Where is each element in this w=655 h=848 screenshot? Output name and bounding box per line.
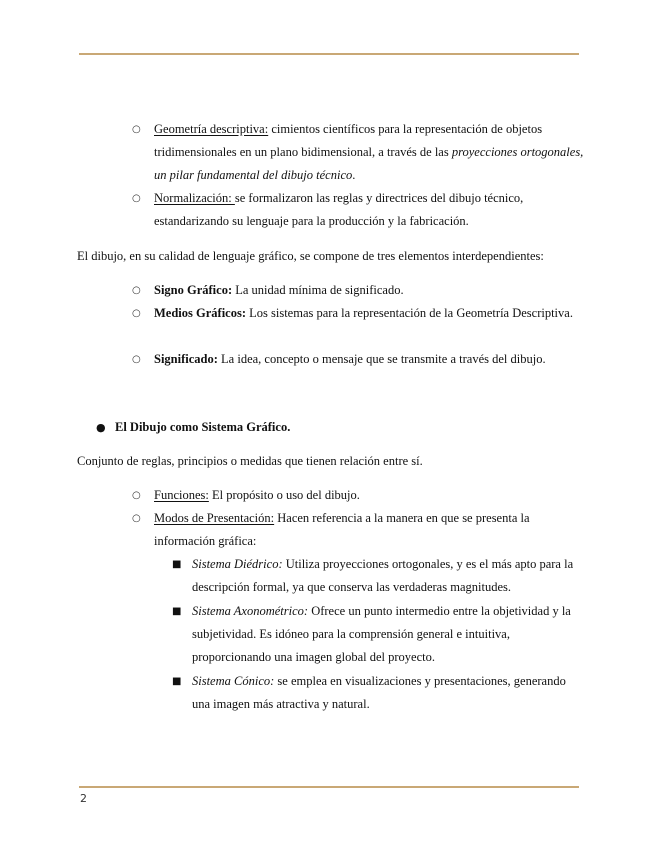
text-geometria-end: .: [352, 168, 356, 183]
filled-square-bullet-icon: ■: [172, 606, 182, 617]
list-item-normalizacion: [132, 187, 584, 233]
hollow-circle-bullet-icon: ○: [132, 308, 141, 319]
hollow-circle-bullet-icon: ○: [132, 124, 141, 135]
footer-rule: [79, 786, 579, 788]
list-item-axonometrico: [172, 600, 584, 670]
list-item-modos: [132, 507, 584, 553]
hollow-circle-bullet-icon: ○: [132, 513, 141, 524]
list-item-conico: [172, 670, 584, 716]
list-item-geometria: [132, 118, 584, 188]
text-signo: La unidad mínima de significado.: [232, 283, 404, 297]
term-diedrico: Sistema Diédrico:: [192, 557, 283, 571]
term-funciones: Funciones:: [154, 488, 209, 502]
section-heading-text: El Dibujo como Sistema Gráfico.: [115, 420, 291, 434]
header-rule: [79, 53, 579, 55]
text-axonometrico: Ofrece un punto intermedio entre la objetividad y la subjetividad. Es idóneo para la comprensión general e intuitiva, proporcionando una imagen global del proyecto.: [192, 604, 571, 665]
list-item-medios: [132, 302, 584, 325]
hollow-circle-bullet-icon: ○: [132, 490, 141, 501]
text-funciones: El propósito o uso del dibujo.: [208, 488, 360, 502]
term-medios: Medios Gráficos:: [154, 306, 246, 320]
term-modos: Modos de Presentación:: [154, 511, 275, 525]
text-geometria: cimientos científicos para la representación de objetos tridimensionales en un plano bidimensional, a través de las: [154, 122, 543, 160]
hollow-circle-bullet-icon: ○: [132, 285, 141, 296]
term-axonometrico: Sistema Axonométrico:: [192, 604, 309, 618]
term-significado: Significado:: [154, 352, 218, 366]
text-geometria-italic: proyecciones ortogonales, un pilar fundamental del dibujo técnico: [154, 145, 584, 183]
list-item-signo: [132, 279, 584, 302]
term-normalizacion: Normalización:: [154, 191, 235, 205]
text-significado: La idea, concepto o mensaje que se transmite a través del dibujo.: [217, 352, 546, 366]
term-signo: Signo Gráfico:: [154, 283, 233, 297]
filled-square-bullet-icon: ■: [172, 676, 182, 687]
term-geometria: Geometría descriptiva:: [154, 122, 269, 136]
hollow-circle-bullet-icon: ○: [132, 354, 141, 365]
section-heading: [96, 416, 575, 439]
hollow-circle-bullet-icon: ○: [132, 193, 141, 204]
page-number: 2: [80, 792, 87, 805]
text-modos: Hacen referencia a la manera en que se presenta la información gráfica:: [154, 511, 530, 549]
filled-circle-bullet-icon: ●: [96, 421, 106, 434]
paragraph-conjunto: Conjunto de reglas, principios o medidas que tienen relación entre sí.: [77, 454, 423, 468]
text-normalizacion: se formalizaron las reglas y directrices del dibujo técnico, estandarizando su lenguaje para la producción y la fabricación.: [154, 191, 524, 229]
list-item-significado: [132, 348, 584, 371]
list-item-diedrico: [172, 553, 584, 599]
term-conico: Sistema Cónico:: [192, 674, 275, 688]
text-medios: Los sistemas para la representación de la Geometría Descriptiva.: [246, 306, 573, 320]
paragraph-elementos: El dibujo, en su calidad de lenguaje gráfico, se compone de tres elementos interdependientes:: [77, 249, 544, 263]
text-conico: se emplea en visualizaciones y presentaciones, generando una imagen más atractiva y natural.: [192, 674, 566, 712]
list-item-funciones: [132, 484, 584, 507]
text-diedrico: Utiliza proyecciones ortogonales, y es el más apto para la descripción formal, ya que conserva las verdaderas magnitudes.: [192, 557, 574, 595]
filled-square-bullet-icon: ■: [172, 559, 182, 570]
